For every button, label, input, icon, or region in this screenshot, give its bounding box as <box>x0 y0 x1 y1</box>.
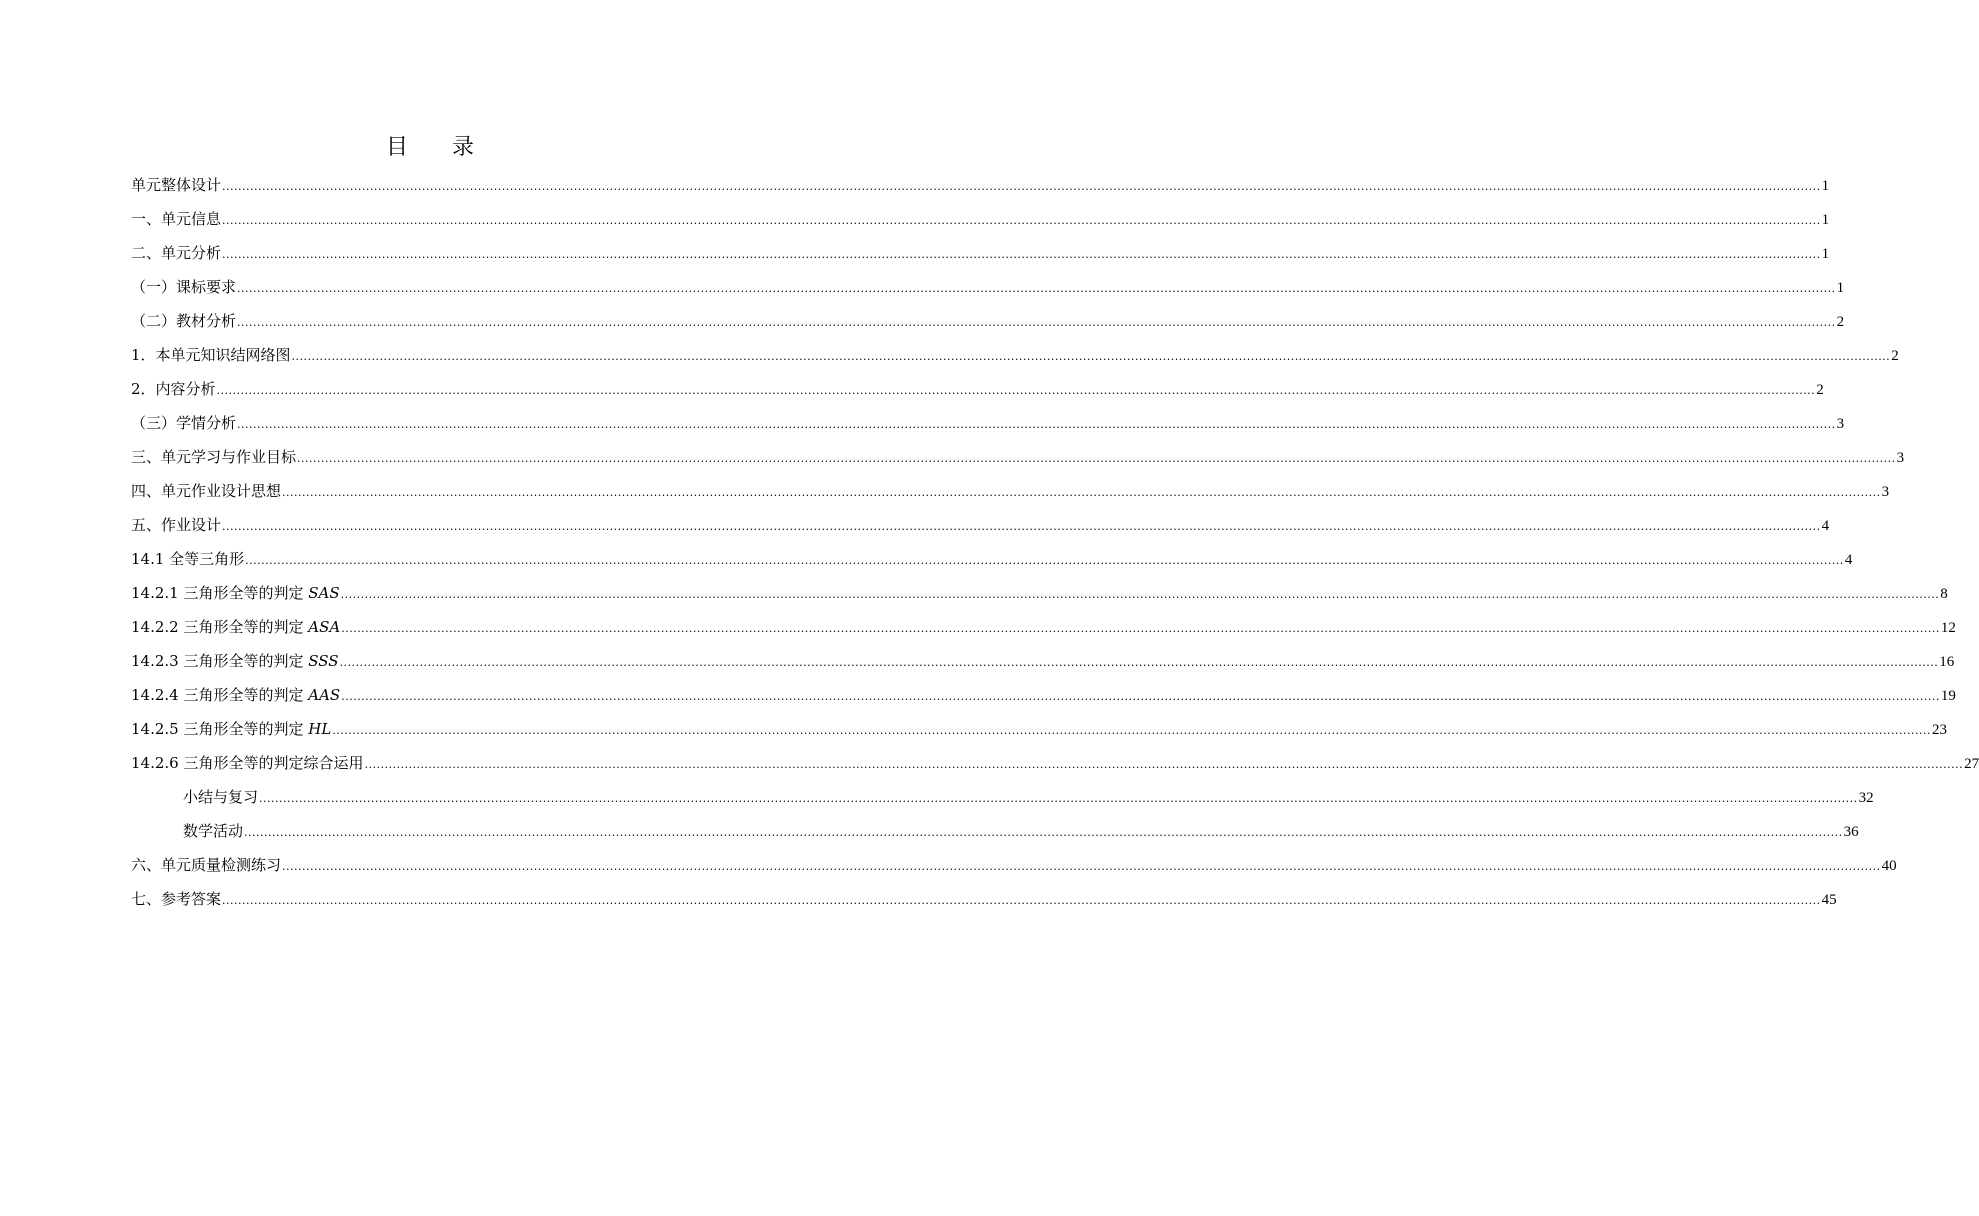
dot-leader: ................................................................................................................................................................................................................................................................................................................................................................................................................ <box>340 588 1940 601</box>
toc-entry[interactable] <box>131 583 1948 617</box>
toc-page-number: 19 <box>1940 688 1956 704</box>
toc-entry[interactable] <box>131 175 1830 209</box>
toc-entry-text: 三、单元学习与作业目标 <box>131 448 297 466</box>
dot-leader: ................................................................................................................................................................................................................................................................................................................................................................................................................ <box>222 520 1821 533</box>
toc-page-number: 32 <box>1858 790 1874 806</box>
toc-entry-italic: SAS <box>308 584 340 602</box>
toc-entry[interactable] <box>131 685 1956 719</box>
toc-entry-label <box>131 583 340 603</box>
dot-leader: ................................................................................................................................................................................................................................................................................................................................................................................................................ <box>222 214 1821 227</box>
toc-entry-label <box>131 753 363 773</box>
toc-page-number: 1 <box>1821 246 1830 262</box>
toc-entry[interactable] <box>131 481 1890 515</box>
toc-entry[interactable] <box>131 277 1845 311</box>
toc-entry-label <box>131 855 281 875</box>
toc-entry-label <box>131 651 339 671</box>
toc-entry-text: 1．本单元知识结网络图 <box>131 346 291 364</box>
toc-entry-label <box>131 889 221 909</box>
toc-entry-label <box>131 175 221 195</box>
toc-page-number: 45 <box>1821 892 1837 908</box>
toc-page-number: 2 <box>1891 348 1899 364</box>
dot-leader: ................................................................................................................................................................................................................................................................................................................................................................................................................ <box>341 622 1940 635</box>
toc-entry-text: 单元整体设计 <box>131 176 222 194</box>
toc-page-number: 3 <box>1836 416 1845 432</box>
toc-entry-label <box>131 379 216 399</box>
toc-entry-text: 六、单元质量检测练习 <box>131 856 282 874</box>
toc-page-number: 1 <box>1821 178 1830 194</box>
dot-leader: ................................................................................................................................................................................................................................................................................................................................................................................................................ <box>282 486 1881 499</box>
toc-entry-label <box>131 413 236 433</box>
toc-entry-italic: HL <box>308 720 332 738</box>
dot-leader: ................................................................................................................................................................................................................................................................................................................................................................................................................ <box>237 418 1836 431</box>
toc-entry[interactable] <box>131 787 1874 821</box>
toc-entry-label <box>131 243 221 263</box>
dot-leader: ................................................................................................................................................................................................................................................................................................................................................................................................................ <box>364 758 1964 771</box>
toc-entry-label <box>131 685 340 705</box>
dot-leader: ................................................................................................................................................................................................................................................................................................................................................................................................................ <box>245 554 1844 567</box>
dot-leader: ................................................................................................................................................................................................................................................................................................................................................................................................................ <box>237 282 1836 295</box>
toc-entry-text: 2．内容分析 <box>131 380 216 398</box>
toc-entry-text: 14.2.4 三角形全等的判定 <box>131 686 309 704</box>
toc-entry-text: 14.2.6 三角形全等的判定综合运用 <box>131 754 364 772</box>
toc-entry-label <box>131 209 221 229</box>
toc-page-number: 4 <box>1844 552 1853 568</box>
toc-entry-text: （三）学情分析 <box>131 414 237 432</box>
title-char-2: 录 <box>452 135 475 160</box>
dot-leader: ................................................................................................................................................................................................................................................................................................................................................................................................................ <box>297 452 1896 465</box>
toc-entry-text: 14.2.3 三角形全等的判定 <box>131 652 309 670</box>
toc-page-number: 2 <box>1816 382 1824 398</box>
dot-leader: ................................................................................................................................................................................................................................................................................................................................................................................................................ <box>259 792 1858 805</box>
toc-entry-text: 14.2.1 三角形全等的判定 <box>131 584 309 602</box>
title-char-1: 目 <box>385 135 408 160</box>
toc-entry-text: 数学活动 <box>183 822 244 840</box>
toc-page-number: 3 <box>1896 450 1905 466</box>
dot-leader: ................................................................................................................................................................................................................................................................................................................................................................................................................ <box>222 180 1821 193</box>
toc-entry[interactable] <box>131 447 1905 481</box>
toc-page-number: 1 <box>1821 212 1830 228</box>
toc-entry-label <box>131 447 296 467</box>
dot-leader: ................................................................................................................................................................................................................................................................................................................................................................................................................ <box>222 248 1821 261</box>
toc-entry[interactable] <box>131 821 1859 855</box>
toc-page-number: 16 <box>1939 654 1955 670</box>
dot-leader: ................................................................................................................................................................................................................................................................................................................................................................................................................ <box>237 316 1836 329</box>
toc-page-number: 1 <box>1836 280 1845 296</box>
toc-entry-text: （一）课标要求 <box>131 278 237 296</box>
toc-page-number: 8 <box>1940 586 1948 602</box>
toc-entry-label <box>131 719 331 739</box>
toc-entry-text: 14.2.5 三角形全等的判定 <box>131 720 309 738</box>
page-title <box>0 130 860 161</box>
toc-entry[interactable] <box>131 889 1837 923</box>
dot-leader: ................................................................................................................................................................................................................................................................................................................................................................................................................ <box>339 656 1939 669</box>
toc-entry-text: 一、单元信息 <box>131 210 222 228</box>
toc-entry[interactable] <box>131 753 1979 787</box>
toc-entry[interactable] <box>131 379 1824 413</box>
dot-leader: ................................................................................................................................................................................................................................................................................................................................................................................................................ <box>341 690 1940 703</box>
toc-entry-text: 四、单元作业设计思想 <box>131 482 282 500</box>
toc-entry[interactable] <box>131 311 1845 345</box>
toc-entry-label <box>131 821 243 841</box>
toc-page-number: 27 <box>1964 756 1979 772</box>
toc-entry-label <box>131 481 281 501</box>
toc-entry[interactable] <box>131 617 1956 651</box>
toc-entry-label <box>131 311 236 331</box>
toc-entry-label <box>131 787 258 807</box>
toc-entry[interactable] <box>131 855 1897 889</box>
toc-entry[interactable] <box>131 413 1845 447</box>
toc-entry-label <box>131 345 291 365</box>
toc-entry-text: 小结与复习 <box>183 788 259 806</box>
toc-page-number: 12 <box>1940 620 1956 636</box>
dot-leader: ................................................................................................................................................................................................................................................................................................................................................................................................................ <box>222 894 1821 907</box>
toc-entry-text: 14.1 全等三角形 <box>131 550 245 568</box>
dot-leader: ................................................................................................................................................................................................................................................................................................................................................................................................................ <box>332 724 1931 737</box>
toc-entry-label <box>131 617 340 637</box>
toc-page-number: 40 <box>1881 858 1897 874</box>
toc-entry-text: 14.2.2 三角形全等的判定 <box>131 618 309 636</box>
toc-page-number: 23 <box>1931 722 1947 738</box>
toc-entry[interactable] <box>131 209 1830 243</box>
dot-leader: ................................................................................................................................................................................................................................................................................................................................................................................................................ <box>244 826 1843 839</box>
toc-entry[interactable] <box>131 549 1853 583</box>
toc-entry-label <box>131 549 244 569</box>
toc-entry[interactable] <box>131 243 1830 277</box>
toc-entry[interactable] <box>131 345 1899 379</box>
toc-page-number: 36 <box>1843 824 1859 840</box>
dot-leader: ................................................................................................................................................................................................................................................................................................................................................................................................................ <box>216 384 1816 397</box>
toc-entry-text: 七、参考答案 <box>131 890 222 908</box>
toc-entry-text: 二、单元分析 <box>131 244 222 262</box>
toc-entry-italic: ASA <box>308 618 341 636</box>
toc-entry[interactable] <box>131 515 1830 549</box>
toc-entry-text: 五、作业设计 <box>131 516 222 534</box>
toc-entry[interactable] <box>131 651 1955 685</box>
toc-page-number: 2 <box>1836 314 1845 330</box>
dot-leader: ................................................................................................................................................................................................................................................................................................................................................................................................................ <box>282 860 1881 873</box>
toc-entry-italic: AAS <box>308 686 341 704</box>
toc-entry-label <box>131 277 236 297</box>
toc-entry-label <box>131 515 221 535</box>
dot-leader: ................................................................................................................................................................................................................................................................................................................................................................................................................ <box>291 350 1891 363</box>
toc-entry-italic: SSS <box>308 652 339 670</box>
toc-page-number: 4 <box>1821 518 1830 534</box>
table-of-contents <box>131 175 1979 923</box>
toc-entry[interactable] <box>131 719 1947 753</box>
toc-entry-text: （二）教材分析 <box>131 312 237 330</box>
toc-page-number: 3 <box>1881 484 1890 500</box>
